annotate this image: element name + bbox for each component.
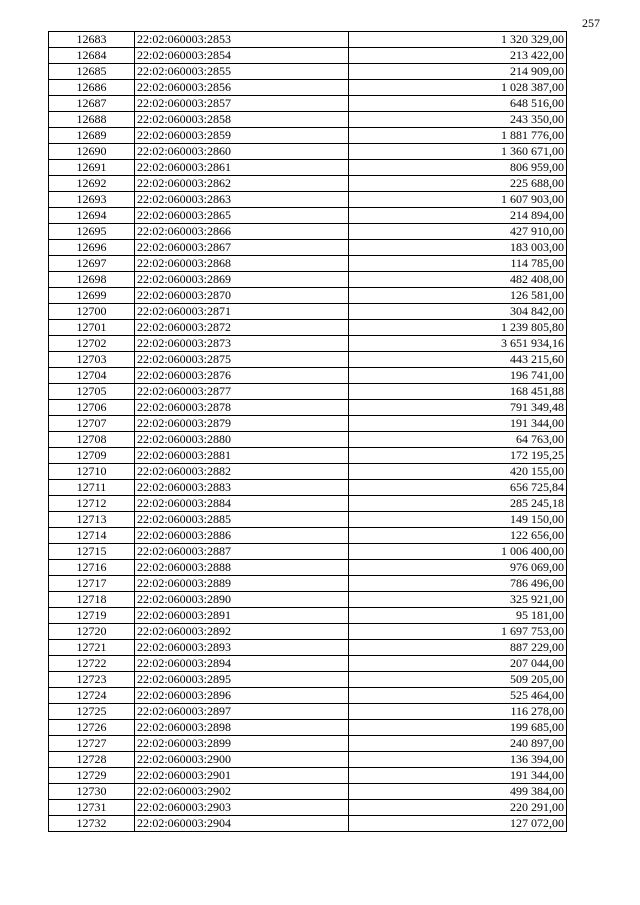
cadastral-value-cell: 427 910,00 [349,224,567,240]
table-row [49,304,567,320]
cadastral-value-cell: 325 921,00 [349,592,567,608]
row-number-cell: 12698 [49,272,135,288]
cadastral-number-cell: 22:02:060003:2875 [135,352,349,368]
cadastral-number-cell: 22:02:060003:2853 [135,32,349,48]
row-number-cell: 12683 [49,32,135,48]
row-number-cell: 12715 [49,544,135,560]
cadastral-number-cell: 22:02:060003:2878 [135,400,349,416]
cadastral-value-cell: 214 909,00 [349,64,567,80]
cadastral-number-cell: 22:02:060003:2855 [135,64,349,80]
table-row [49,64,567,80]
row-number-cell: 12714 [49,528,135,544]
cadastral-value-cell: 116 278,00 [349,704,567,720]
table-row [49,160,567,176]
row-number-cell: 12700 [49,304,135,320]
row-number-cell: 12685 [49,64,135,80]
cadastral-number-cell: 22:02:060003:2884 [135,496,349,512]
row-number-cell: 12703 [49,352,135,368]
cadastral-value-cell: 1 607 903,00 [349,192,567,208]
row-number-cell: 12719 [49,608,135,624]
row-number-cell: 12723 [49,672,135,688]
table-row [49,640,567,656]
row-number-cell: 12694 [49,208,135,224]
table-row [49,480,567,496]
cadastral-value-cell: 1 697 753,00 [349,624,567,640]
cadastral-number-cell: 22:02:060003:2887 [135,544,349,560]
cadastral-number-cell: 22:02:060003:2870 [135,288,349,304]
table-row [49,608,567,624]
row-number-cell: 12732 [49,816,135,832]
cadastral-value-cell: 149 150,00 [349,512,567,528]
cadastral-number-cell: 22:02:060003:2859 [135,128,349,144]
table-row [49,464,567,480]
row-number-cell: 12707 [49,416,135,432]
row-number-cell: 12704 [49,368,135,384]
table-row [49,240,567,256]
table-row [49,336,567,352]
table-row [49,624,567,640]
table-row [49,112,567,128]
cadastral-number-cell: 22:02:060003:2871 [135,304,349,320]
row-number-cell: 12717 [49,576,135,592]
cadastral-value-cell: 243 350,00 [349,112,567,128]
table-row [49,736,567,752]
cadastral-value-cell: 3 651 934,16 [349,336,567,352]
row-number-cell: 12712 [49,496,135,512]
table-row [49,384,567,400]
row-number-cell: 12711 [49,480,135,496]
table-row [49,352,567,368]
cadastral-value-cell: 214 894,00 [349,208,567,224]
table-row [49,128,567,144]
cadastral-number-cell: 22:02:060003:2885 [135,512,349,528]
cadastral-value-cell: 1 239 805,80 [349,320,567,336]
table-row [49,320,567,336]
table-row [49,512,567,528]
cadastral-number-cell: 22:02:060003:2872 [135,320,349,336]
cadastral-number-cell: 22:02:060003:2879 [135,416,349,432]
table-row [49,528,567,544]
row-number-cell: 12718 [49,592,135,608]
row-number-cell: 12728 [49,752,135,768]
cadastral-number-cell: 22:02:060003:2902 [135,784,349,800]
table-row [49,288,567,304]
cadastral-value-cell: 499 384,00 [349,784,567,800]
row-number-cell: 12730 [49,784,135,800]
table-row [49,144,567,160]
table-row [49,272,567,288]
table-row [49,720,567,736]
cadastral-value-cell: 509 205,00 [349,672,567,688]
row-number-cell: 12702 [49,336,135,352]
row-number-cell: 12705 [49,384,135,400]
cadastral-number-cell: 22:02:060003:2903 [135,800,349,816]
cadastral-number-cell: 22:02:060003:2856 [135,80,349,96]
cadastral-value-cell: 240 897,00 [349,736,567,752]
cadastral-value-cell: 791 349,48 [349,400,567,416]
table-row [49,560,567,576]
row-number-cell: 12708 [49,432,135,448]
row-number-cell: 12710 [49,464,135,480]
row-number-cell: 12690 [49,144,135,160]
table-row [49,448,567,464]
cadastral-value-table [48,31,567,832]
row-number-cell: 12722 [49,656,135,672]
cadastral-value-cell: 207 044,00 [349,656,567,672]
cadastral-number-cell: 22:02:060003:2863 [135,192,349,208]
row-number-cell: 12729 [49,768,135,784]
cadastral-value-cell: 482 408,00 [349,272,567,288]
table-row [49,800,567,816]
cadastral-value-cell: 183 003,00 [349,240,567,256]
cadastral-value-cell: 191 344,00 [349,416,567,432]
cadastral-number-cell: 22:02:060003:2894 [135,656,349,672]
cadastral-value-cell: 656 725,84 [349,480,567,496]
cadastral-number-cell: 22:02:060003:2877 [135,384,349,400]
cadastral-number-cell: 22:02:060003:2897 [135,704,349,720]
cadastral-number-cell: 22:02:060003:2881 [135,448,349,464]
row-number-cell: 12684 [49,48,135,64]
cadastral-number-cell: 22:02:060003:2899 [135,736,349,752]
cadastral-value-cell: 225 688,00 [349,176,567,192]
cadastral-number-cell: 22:02:060003:2882 [135,464,349,480]
cadastral-value-cell: 1 320 329,00 [349,32,567,48]
table-row [49,704,567,720]
cadastral-number-cell: 22:02:060003:2888 [135,560,349,576]
row-number-cell: 12691 [49,160,135,176]
row-number-cell: 12687 [49,96,135,112]
cadastral-number-cell: 22:02:060003:2904 [135,816,349,832]
cadastral-value-cell: 1 881 776,00 [349,128,567,144]
table-row [49,672,567,688]
cadastral-value-cell: 136 394,00 [349,752,567,768]
table-row [49,768,567,784]
row-number-cell: 12699 [49,288,135,304]
row-number-cell: 12697 [49,256,135,272]
table-body [49,32,567,832]
cadastral-value-cell: 196 741,00 [349,368,567,384]
cadastral-number-cell: 22:02:060003:2861 [135,160,349,176]
row-number-cell: 12696 [49,240,135,256]
table-row [49,48,567,64]
cadastral-value-cell: 976 069,00 [349,560,567,576]
table-row [49,368,567,384]
cadastral-value-cell: 1 360 671,00 [349,144,567,160]
cadastral-value-cell: 95 181,00 [349,608,567,624]
table-row [49,688,567,704]
cadastral-value-cell: 114 785,00 [349,256,567,272]
cadastral-number-cell: 22:02:060003:2883 [135,480,349,496]
table-row [49,192,567,208]
table-row [49,32,567,48]
table-row [49,432,567,448]
row-number-cell: 12726 [49,720,135,736]
cadastral-value-cell: 64 763,00 [349,432,567,448]
cadastral-value-cell: 1 006 400,00 [349,544,567,560]
table-row [49,256,567,272]
row-number-cell: 12686 [49,80,135,96]
cadastral-number-cell: 22:02:060003:2865 [135,208,349,224]
row-number-cell: 12701 [49,320,135,336]
table-row [49,576,567,592]
cadastral-value-cell: 191 344,00 [349,768,567,784]
page-number: 257 [582,16,600,30]
row-number-cell: 12693 [49,192,135,208]
cadastral-number-cell: 22:02:060003:2880 [135,432,349,448]
table-row [49,224,567,240]
row-number-cell: 12709 [49,448,135,464]
cadastral-value-cell: 199 685,00 [349,720,567,736]
table-row [49,592,567,608]
row-number-cell: 12713 [49,512,135,528]
cadastral-number-cell: 22:02:060003:2893 [135,640,349,656]
cadastral-value-cell: 220 291,00 [349,800,567,816]
row-number-cell: 12721 [49,640,135,656]
cadastral-number-cell: 22:02:060003:2869 [135,272,349,288]
cadastral-number-cell: 22:02:060003:2890 [135,592,349,608]
cadastral-number-cell: 22:02:060003:2858 [135,112,349,128]
cadastral-number-cell: 22:02:060003:2876 [135,368,349,384]
cadastral-value-cell: 786 496,00 [349,576,567,592]
row-number-cell: 12689 [49,128,135,144]
cadastral-number-cell: 22:02:060003:2896 [135,688,349,704]
cadastral-value-cell: 172 195,25 [349,448,567,464]
row-number-cell: 12727 [49,736,135,752]
cadastral-value-cell: 168 451,88 [349,384,567,400]
cadastral-value-cell: 806 959,00 [349,160,567,176]
table-row [49,544,567,560]
cadastral-value-cell: 420 155,00 [349,464,567,480]
cadastral-number-cell: 22:02:060003:2868 [135,256,349,272]
table-row [49,496,567,512]
cadastral-value-cell: 648 516,00 [349,96,567,112]
cadastral-value-cell: 285 245,18 [349,496,567,512]
row-number-cell: 12731 [49,800,135,816]
row-number-cell: 12720 [49,624,135,640]
row-number-cell: 12724 [49,688,135,704]
cadastral-number-cell: 22:02:060003:2862 [135,176,349,192]
cadastral-number-cell: 22:02:060003:2892 [135,624,349,640]
row-number-cell: 12716 [49,560,135,576]
cadastral-number-cell: 22:02:060003:2867 [135,240,349,256]
table-row [49,752,567,768]
cadastral-number-cell: 22:02:060003:2866 [135,224,349,240]
row-number-cell: 12695 [49,224,135,240]
table-row [49,176,567,192]
cadastral-number-cell: 22:02:060003:2900 [135,752,349,768]
cadastral-number-cell: 22:02:060003:2860 [135,144,349,160]
cadastral-number-cell: 22:02:060003:2873 [135,336,349,352]
cadastral-value-cell: 213 422,00 [349,48,567,64]
table-row [49,656,567,672]
cadastral-value-cell: 525 464,00 [349,688,567,704]
cadastral-number-cell: 22:02:060003:2891 [135,608,349,624]
cadastral-value-cell: 304 842,00 [349,304,567,320]
table-row [49,208,567,224]
table-row [49,784,567,800]
row-number-cell: 12725 [49,704,135,720]
row-number-cell: 12706 [49,400,135,416]
cadastral-number-cell: 22:02:060003:2889 [135,576,349,592]
row-number-cell: 12692 [49,176,135,192]
cadastral-value-cell: 887 229,00 [349,640,567,656]
cadastral-number-cell: 22:02:060003:2895 [135,672,349,688]
cadastral-number-cell: 22:02:060003:2886 [135,528,349,544]
table-row [49,400,567,416]
table-row [49,816,567,832]
cadastral-number-cell: 22:02:060003:2857 [135,96,349,112]
table-row [49,96,567,112]
cadastral-number-cell: 22:02:060003:2898 [135,720,349,736]
cadastral-number-cell: 22:02:060003:2901 [135,768,349,784]
table-row [49,80,567,96]
cadastral-value-cell: 126 581,00 [349,288,567,304]
cadastral-value-cell: 127 072,00 [349,816,567,832]
row-number-cell: 12688 [49,112,135,128]
cadastral-value-cell: 1 028 387,00 [349,80,567,96]
table-row [49,416,567,432]
cadastral-value-cell: 443 215,60 [349,352,567,368]
cadastral-number-cell: 22:02:060003:2854 [135,48,349,64]
cadastral-value-cell: 122 656,00 [349,528,567,544]
